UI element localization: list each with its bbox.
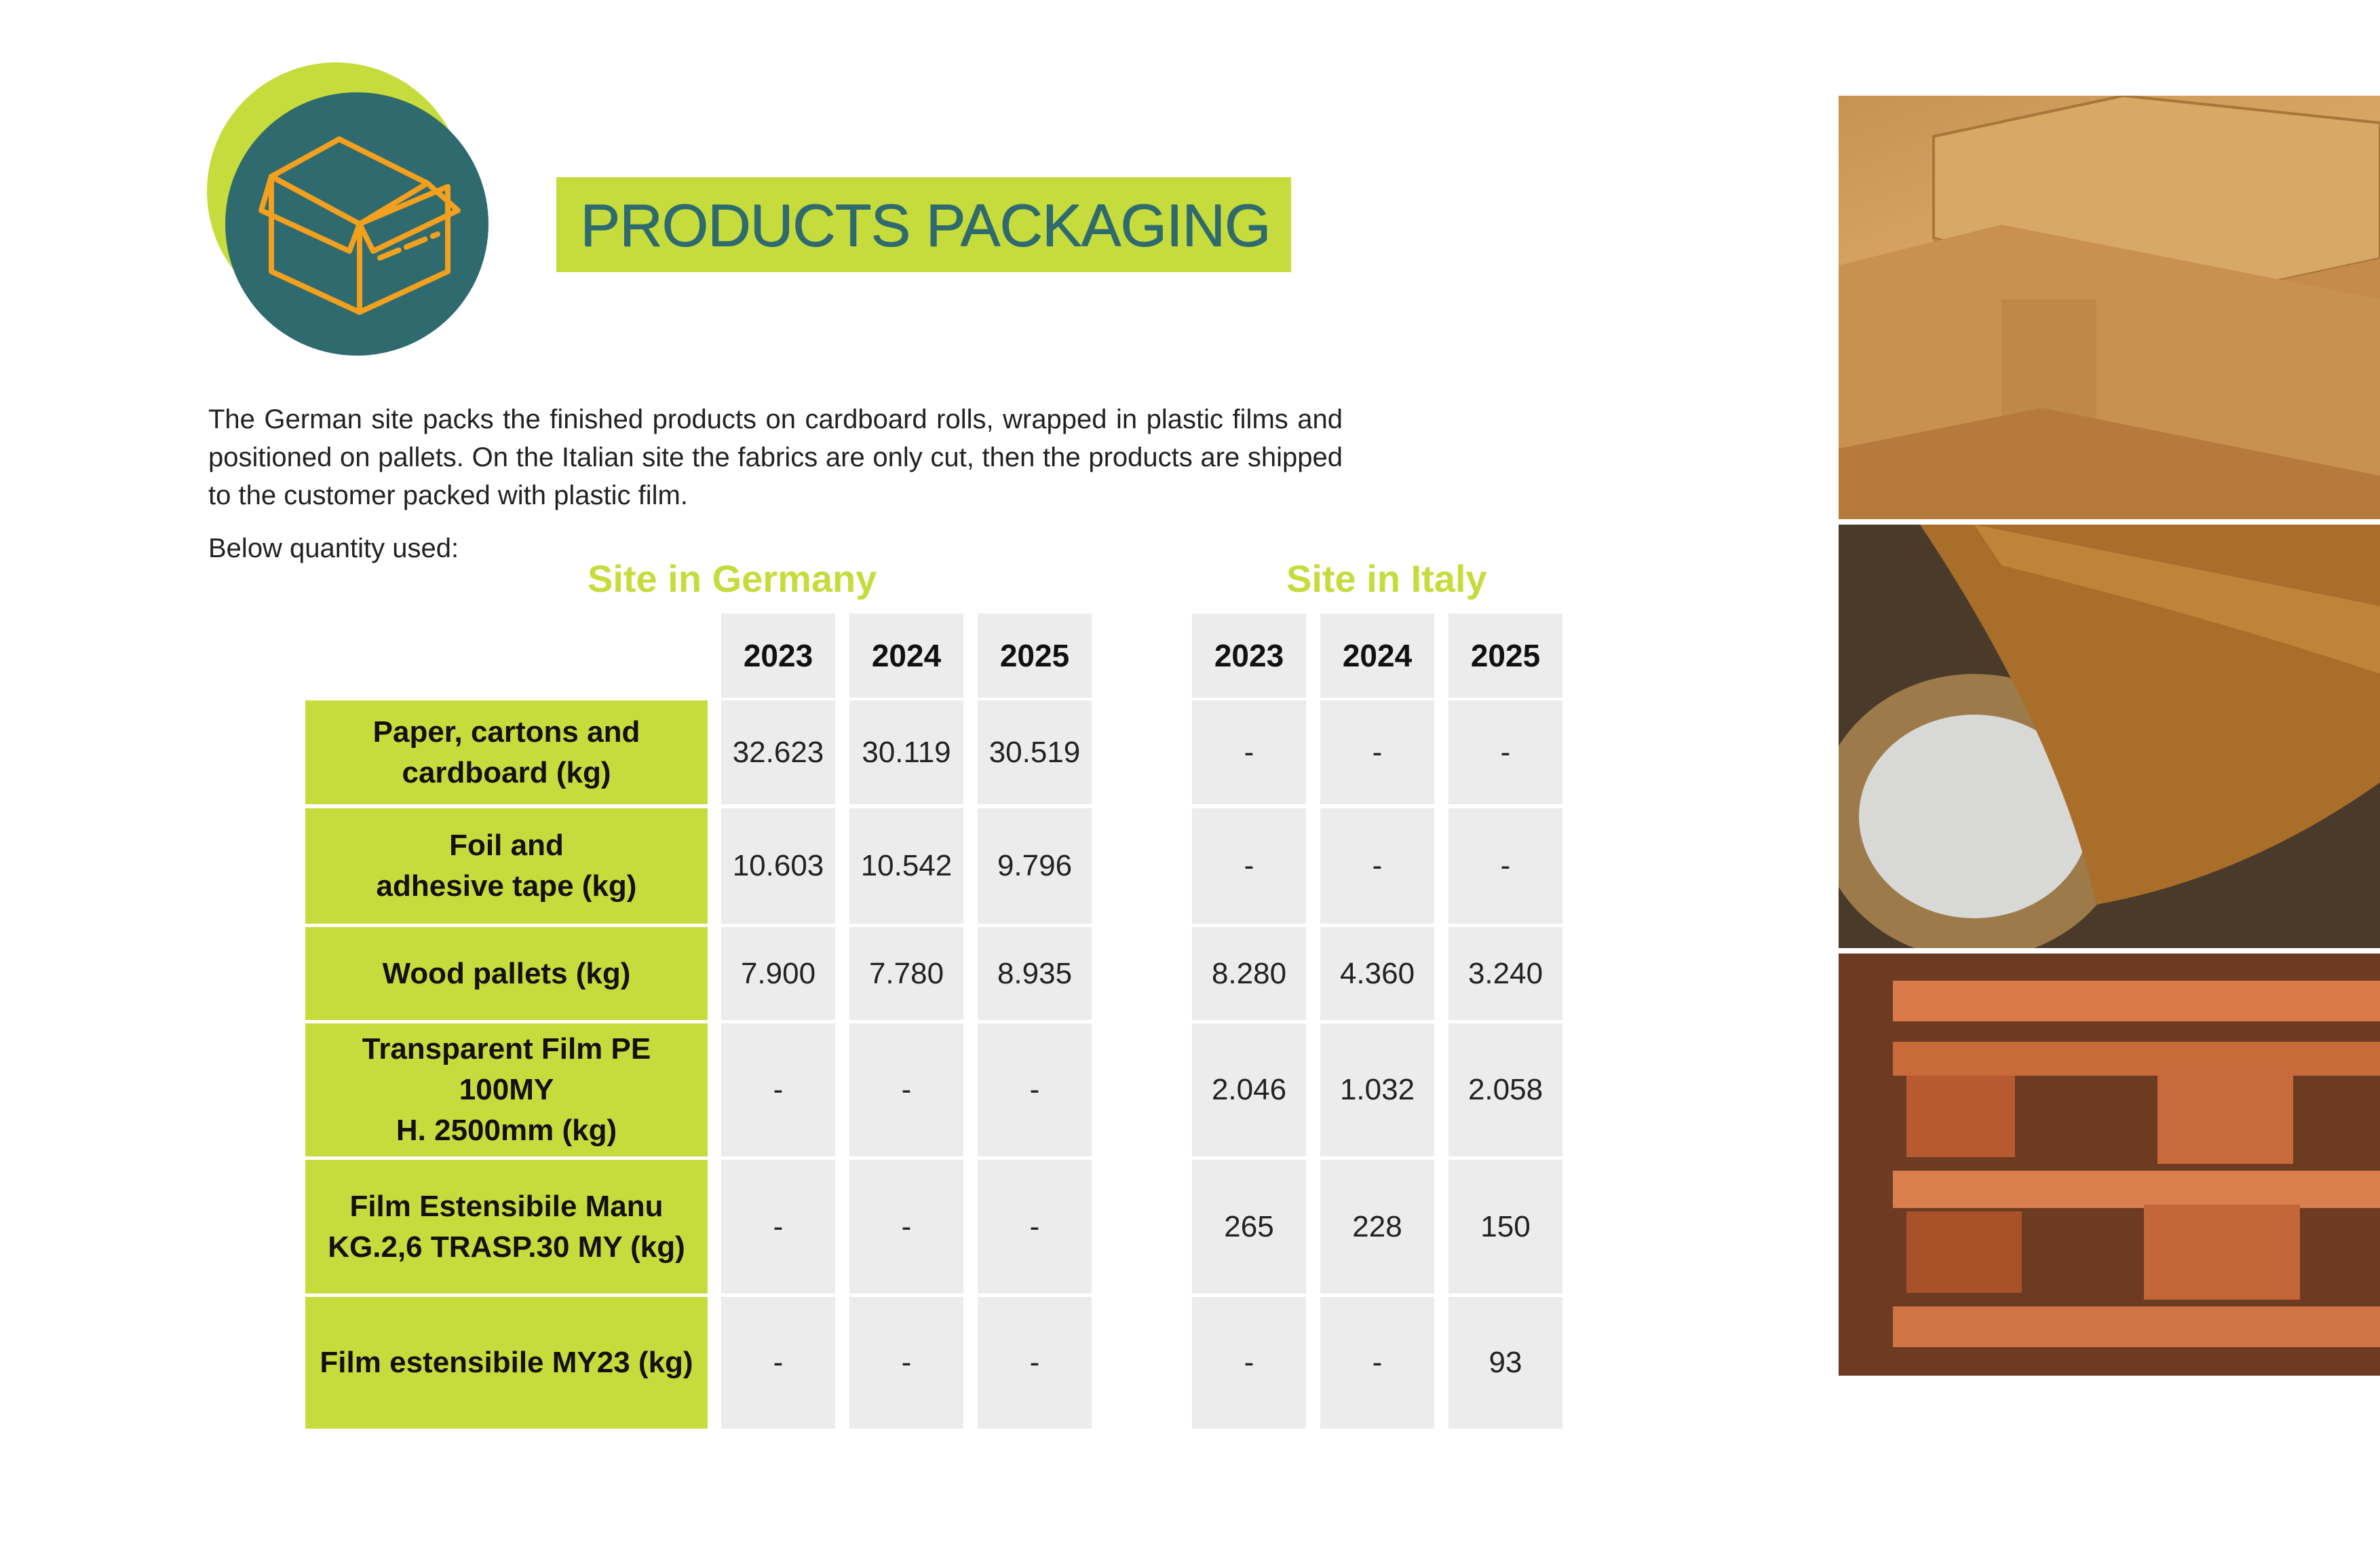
- site-germany-heading: Site in Germany: [588, 557, 877, 600]
- table-cell: 30.519: [978, 700, 1092, 804]
- table-cell: -: [849, 1023, 963, 1156]
- italy-year-header: 2025: [1448, 614, 1562, 698]
- site-italy-heading: Site in Italy: [1286, 557, 1487, 600]
- table-cell: 150: [1448, 1160, 1562, 1294]
- italy-year-header: 2024: [1320, 614, 1434, 698]
- open-box-icon: [258, 129, 461, 326]
- table-cell: -: [721, 1297, 835, 1429]
- table-cell: 93: [1448, 1297, 1562, 1429]
- quantity-intro: Below quantity used:: [208, 533, 459, 563]
- table-cell: 7.780: [849, 927, 963, 1020]
- table-cell: -: [978, 1023, 1092, 1156]
- row-label-foil-tape: Foil and adhesive tape (kg): [305, 808, 708, 924]
- table-cell: -: [978, 1297, 1092, 1429]
- cardboard-boxes-photo: [1839, 96, 2380, 519]
- germany-year-header: 2023: [721, 614, 835, 698]
- table-cell: -: [721, 1023, 835, 1156]
- page-title: PRODUCTS PACKAGING: [580, 191, 1270, 259]
- table-cell: 228: [1320, 1160, 1434, 1294]
- row-label-film-estensibile-my23: Film estensibile MY23 (kg): [305, 1297, 708, 1429]
- row-label-wood-pallets: Wood pallets (kg): [305, 927, 708, 1020]
- table-cell: -: [1320, 808, 1434, 924]
- table-cell: 2.046: [1192, 1023, 1306, 1156]
- adhesive-tape-photo: [1839, 525, 2380, 948]
- table-cell: 8.935: [978, 927, 1092, 1020]
- table-cell: -: [1448, 700, 1562, 804]
- table-cell: 1.032: [1320, 1023, 1434, 1156]
- table-cell: -: [1320, 1297, 1434, 1429]
- intro-paragraph: The German site packs the finished products on cardboard rolls, wrapped in plastic films and positioned on pallets. On the Italian site the fabrics are only cut, then the products are shipped to the customer packed with plastic film.: [208, 404, 1343, 510]
- wood-pallets-photo: [1839, 954, 2380, 1376]
- table-cell: -: [978, 1160, 1092, 1294]
- table-cell: 7.900: [721, 927, 835, 1020]
- table-cell: 8.280: [1192, 927, 1306, 1020]
- table-cell: 4.360: [1320, 927, 1434, 1020]
- table-cell: -: [1192, 700, 1306, 804]
- table-cell: -: [849, 1297, 963, 1429]
- table-cell: -: [1320, 700, 1434, 804]
- row-label-transparent-film: Transparent Film PE 100MY H. 2500mm (kg): [305, 1023, 708, 1156]
- table-cell: 3.240: [1448, 927, 1562, 1020]
- table-cell: 9.796: [978, 808, 1092, 924]
- table-cell: -: [721, 1160, 835, 1294]
- table-cell: 2.058: [1448, 1023, 1562, 1156]
- row-label-film-estensibile-manu: Film Estensibile Manu KG.2,6 TRASP.30 MY (kg): [305, 1160, 708, 1294]
- italy-year-header: 2023: [1192, 614, 1306, 698]
- row-label-paper-cartons: Paper, cartons and cardboard (kg): [305, 700, 708, 804]
- table-cell: -: [1448, 808, 1562, 924]
- table-cell: 10.542: [849, 808, 963, 924]
- table-cell: 30.119: [849, 700, 963, 804]
- table-cell: 10.603: [721, 808, 835, 924]
- table-cell: -: [849, 1160, 963, 1294]
- table-cell: -: [1192, 808, 1306, 924]
- germany-year-header: 2025: [978, 614, 1092, 698]
- table-cell: 265: [1192, 1160, 1306, 1294]
- germany-year-header: 2024: [849, 614, 963, 698]
- table-cell: -: [1192, 1297, 1306, 1429]
- table-cell: 32.623: [721, 700, 835, 804]
